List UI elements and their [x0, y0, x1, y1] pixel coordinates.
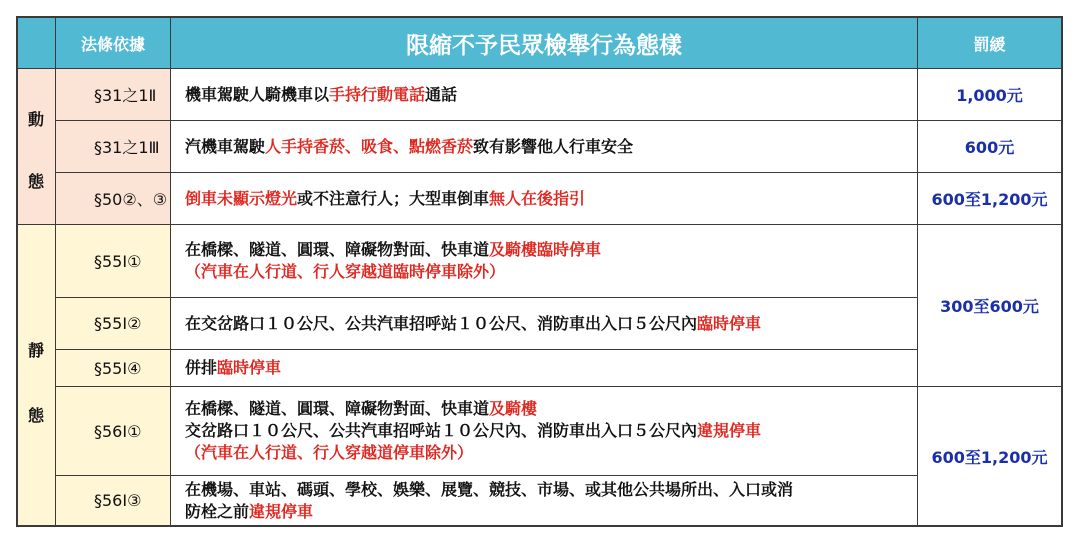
- desc-line: [185, 84, 917, 106]
- desc-line: [185, 313, 917, 335]
- desc-cell: [171, 173, 918, 225]
- law-cell: §56Ⅰ①: [56, 387, 171, 476]
- header-behavior: 限縮不予民眾檢舉行為態樣: [171, 18, 918, 69]
- desc-cell: [171, 121, 918, 173]
- law-cell: §56Ⅰ③: [56, 476, 171, 525]
- group-static-char-2: 態: [27, 406, 44, 425]
- law-cell: §55Ⅰ④: [56, 350, 171, 387]
- group-static-char-1: 靜: [27, 341, 44, 360]
- desc-cell: [171, 298, 918, 350]
- desc-cell: [171, 69, 918, 121]
- desc-line: [185, 501, 917, 523]
- highlight-text: 人手持香菸、吸食、點燃香菸: [265, 136, 474, 156]
- highlight-text: 倒車未顯示燈光: [185, 188, 298, 208]
- desc-cell: [171, 225, 918, 298]
- group-dynamic-char-1: 動: [27, 110, 44, 129]
- desc-text: 汽機車駕駛: [185, 136, 266, 156]
- header-blank: [18, 18, 56, 69]
- law-cell: §50②、③: [56, 173, 171, 225]
- desc-line: [185, 136, 917, 158]
- desc-text: 防栓之前: [185, 501, 250, 521]
- desc-text: 交岔路口１０公尺、公共汽車招呼站１０公尺內、消防車出入口５公尺內: [185, 421, 698, 440]
- desc-text: 併排: [185, 358, 218, 377]
- highlight-text: 無人在後指引: [489, 188, 586, 208]
- law-cell: §55Ⅰ②: [56, 298, 171, 350]
- desc-line: [185, 420, 917, 442]
- highlight-text: 及騎樓臨時停車: [489, 240, 602, 259]
- highlight-text: （汽車在人行道、行人穿越道臨時停車除外）: [185, 262, 506, 281]
- group-static: [18, 225, 56, 525]
- highlight-text: 及騎樓: [489, 399, 538, 418]
- desc-line: [185, 357, 917, 379]
- law-cell: §55Ⅰ①: [56, 225, 171, 298]
- law-cell: §31之1Ⅲ: [56, 121, 171, 173]
- desc-line: [185, 479, 917, 501]
- desc-line: [185, 398, 917, 420]
- header-law: 法條依據: [56, 18, 171, 69]
- desc-text: 在機場、車站、碼頭、學校、娛樂、展覽、競技、市場、或其他公共場所出、入口或消: [185, 479, 794, 499]
- desc-cell: [171, 387, 918, 476]
- fine-cell: 300至600元: [918, 225, 1061, 387]
- group-dynamic: [18, 69, 56, 225]
- desc-text: 致有影響他人行車安全: [473, 136, 634, 156]
- highlight-text: 違規停車: [249, 501, 314, 521]
- group-dynamic-char-2: 態: [27, 172, 44, 191]
- desc-line: [185, 239, 917, 261]
- desc-text: 在交岔路口１０公尺、公共汽車招呼站１０公尺、消防車出入口５公尺內: [185, 313, 698, 333]
- desc-text: 在橋樑、隧道、圓環、障礙物對面、快車道: [185, 399, 490, 418]
- desc-cell: [171, 476, 918, 525]
- desc-line: [185, 188, 917, 210]
- highlight-text: （汽車在人行道、行人穿越道停車除外）: [185, 443, 474, 462]
- highlight-text: 臨時停車: [697, 313, 762, 333]
- highlight-text: 違規停車: [697, 421, 762, 440]
- law-cell: §31之1Ⅱ: [56, 69, 171, 121]
- desc-line: [185, 261, 917, 283]
- highlight-text: 臨時停車: [217, 358, 282, 377]
- desc-text: 通話: [425, 84, 458, 104]
- highlight-text: 手持行動電話: [329, 84, 426, 104]
- fine-cell: 600至1,200元: [918, 173, 1061, 225]
- regulation-table: [16, 16, 1063, 527]
- desc-cell: [171, 350, 918, 387]
- desc-text: 機車駕駛人騎機車以: [185, 84, 330, 104]
- desc-text: 在橋樑、隧道、圓環、障礙物對面、快車道: [185, 240, 490, 259]
- fine-cell: 600元: [918, 121, 1061, 173]
- fine-cell: 1,000元: [918, 69, 1061, 121]
- fine-cell: 600至1,200元: [918, 387, 1061, 525]
- desc-line: [185, 442, 917, 464]
- header-fine: 罰緩: [918, 18, 1061, 69]
- desc-text: 或不注意行人；大型車倒車: [297, 188, 490, 208]
